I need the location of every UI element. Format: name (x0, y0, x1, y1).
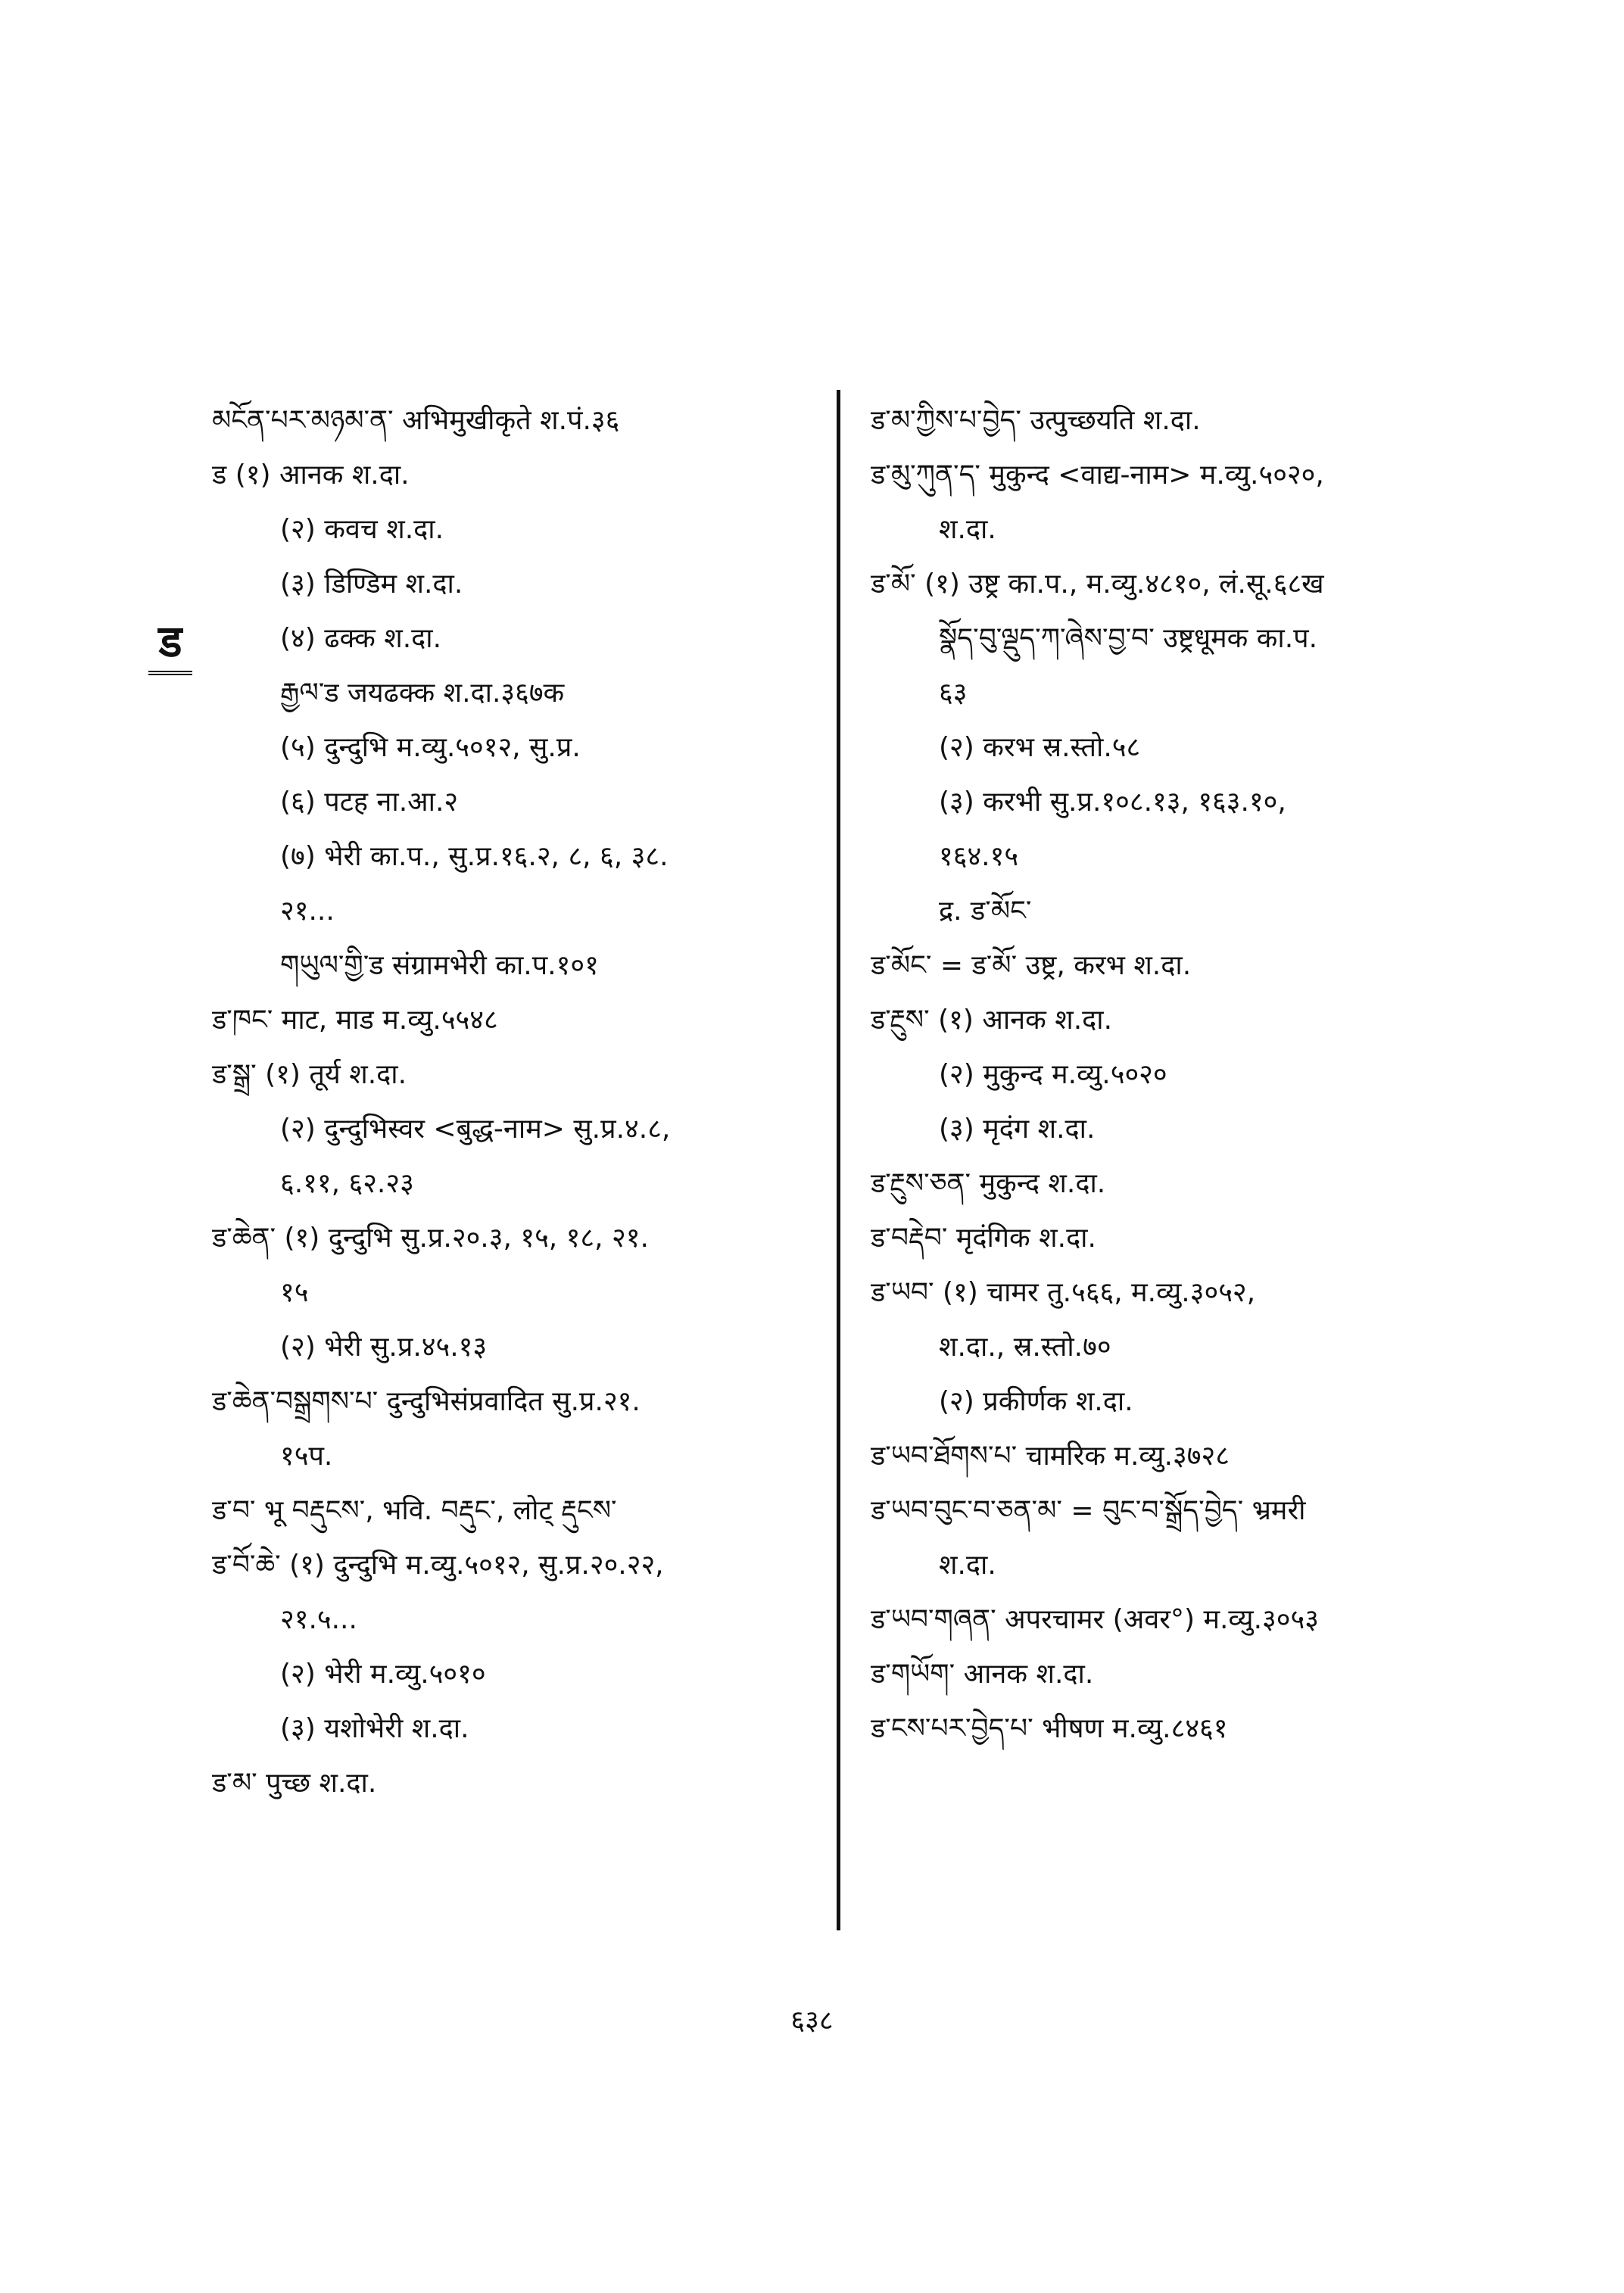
dictionary-entry: ड་ཡབ་གཞན་ अपरचामर (अवर°) म.व्यु.३०५३ (871, 1604, 1319, 1635)
dictionary-subentry: ६३ (939, 678, 968, 709)
dictionary-entry: ड་ཆེན་བསྒྲགས་པ་ दुन्दुभिसंप्रवादित सु.प्र.२१. (212, 1386, 641, 1417)
dictionary-entry: མངོན་པར་མཉམ་ན་ अभिमुखीकृते श.पं.३६ (212, 405, 620, 436)
dictionary-entry: ड་རྔུས་ཅན་ मुकुन्द श.दा. (871, 1168, 1106, 1199)
dictionary-entry: ड་མ་ཀྱིས་པ་བྱེད་ उत्पुच्छयति श.दा. (871, 405, 1201, 436)
dictionary-subentry: श.दा., स्र.स्तो.७० (939, 1332, 1111, 1363)
dictionary-entry: ड་ཁང་ माट, माड म.व्यु.५५४८ (212, 1005, 498, 1036)
dictionary-subentry: १५ (280, 1277, 309, 1308)
dictionary-subentry: (२) मुकुन्द म.व्यु.५०२० (939, 1059, 1167, 1090)
dictionary-subentry: (४) ढक्क श.दा. (280, 623, 442, 654)
dictionary-entry: ड་བོ་ཆེ་ (१) दुन्दुभि म.व्यु.५०१२, सु.प्र.२०.२२, (212, 1550, 664, 1581)
dictionary-subentry: (२) दुन्दुभिस्वर <बुद्ध-नाम> सु.प्र.४.८, (280, 1114, 671, 1145)
dictionary-subentry: (३) मृदंग श.दा. (939, 1114, 1096, 1145)
page-number: ६३८ (790, 2005, 834, 2036)
dictionary-entry: ड་མོང་ = ड་མོ་ उष्ट्र, करभ श.दा. (871, 950, 1192, 981)
dictionary-subentry: द्र. ड་མོང་ (939, 896, 1032, 927)
dictionary-subentry: २१.५... (280, 1604, 357, 1635)
dictionary-subentry: (२) करभ स्र.स्तो.५८ (939, 732, 1141, 763)
dictionary-entry: ड་ངས་པར་བྱེད་པ་ भीषण म.व्यु.८४६१ (871, 1713, 1228, 1744)
left-column (212, 394, 840, 1811)
dictionary-subentry: (३) करभी सु.प्र.१०८.१३, १६३.१०, (939, 787, 1286, 818)
dictionary-subentry: རྒྱལ་ड जयढक्क श.दा.३६७क (280, 678, 565, 709)
dictionary-entry: ड་མོ་ (१) उष्ट्र का.प., म.व्यु.४८१०, लं.सू.६८ख (871, 569, 1324, 600)
dictionary-entry: ड་ཡབ་བུང་བ་ཅན་མ་ = བུང་བ་སྒྲོད་བྱེད་ भ्रमरी (871, 1495, 1306, 1526)
right-column (871, 394, 1492, 1756)
dictionary-subentry: (३) डिण्डिम श.दा. (280, 569, 463, 600)
dictionary-subentry: २१... (280, 896, 335, 927)
dictionary-entry: ड་སྒྲ་ (१) तूर्य श.दा. (212, 1059, 407, 1090)
dictionary-subentry: १६४.१५ (939, 841, 1019, 872)
dictionary-subentry: སྣོད་བུ་ལྡུད་ཀ་ཞེས་བྱ་བ་ उष्ट्रधूमक का.प. (939, 623, 1318, 654)
dictionary-subentry: (२) प्रकीर्णक श.दा. (939, 1386, 1133, 1417)
dictionary-entry: ड་ཆེན་ (१) दुन्दुभि सु.प्र.२०.३, १५, १८, २१. (212, 1223, 649, 1254)
dictionary-subentry: (२) भेरी सु.प्र.४५.१३ (280, 1332, 488, 1363)
dictionary-entry: ड་བ་ भू བརྡུངས་, भवि. བརྡུང་, लोट् རྡུངས་ (212, 1495, 617, 1526)
dictionary-subentry: श.दा. (939, 1550, 996, 1581)
dictionary-entry: ड་མུ་ཀུན་ད་ मुकुन्द <वाद्य-नाम> म.व्यु.५०२०, (871, 460, 1324, 491)
dictionary-entry: ड་ཡབ་ (१) चामर तु.५६६, म.व्यु.३०५२, (871, 1277, 1256, 1308)
dictionary-entry: ड་ཡབ་ཐོགས་པ་ चामरिक म.व्यु.३७२८ (871, 1441, 1230, 1472)
dictionary-subentry: ६.११, ६२.२३ (280, 1168, 414, 1199)
dictionary-subentry: (२) भेरी म.व्यु.५०१० (280, 1659, 486, 1690)
dictionary-subentry: (७) भेरी का.प., सु.प्र.१६.२, ८, ६, ३८. (280, 841, 669, 872)
dictionary-subentry: (२) कवच श.दा. (280, 514, 444, 545)
dictionary-entry: ड་མ་ पुच्छ श.दा. (212, 1768, 377, 1799)
dictionary-entry: ड་གཡོག་ आनक श.दा. (871, 1659, 1094, 1690)
dictionary-subentry: (३) यशोभेरी श.दा. (280, 1713, 469, 1744)
dictionary-subentry: (६) पटह ना.आ.२ (280, 787, 459, 818)
dictionary-subentry: གཡུལ་གྱི་ड संग्रामभेरी का.प.१०१ (280, 950, 599, 981)
dictionary-subentry: १५प. (280, 1441, 333, 1472)
dictionary-subentry: श.दा. (939, 514, 996, 545)
dictionary-entry: ड་བརྡེབ་ मृदंगिक श.दा. (871, 1223, 1096, 1254)
dictionary-entry: ड་རྔུས་ (१) आनक श.दा. (871, 1005, 1113, 1036)
dictionary-entry: ड (१) आनक श.दा. (212, 460, 410, 491)
section-letter-tab: ड (148, 612, 192, 675)
dictionary-subentry: (५) दुन्दुभि म.व्यु.५०१२, सु.प्र. (280, 732, 581, 763)
